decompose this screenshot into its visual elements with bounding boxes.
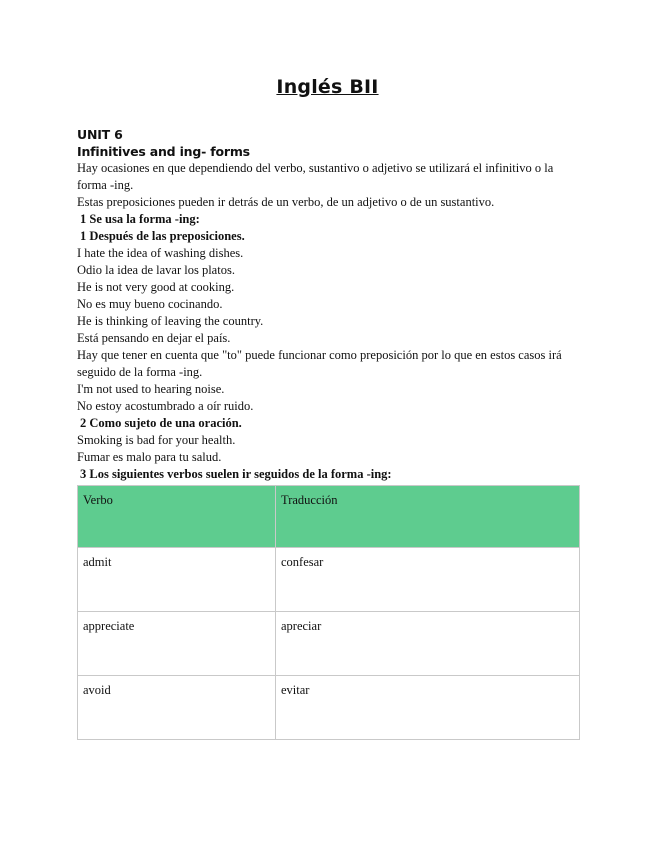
- example-line: I'm not used to hearing noise.: [77, 382, 225, 396]
- table-header-row: [78, 486, 580, 548]
- unit-heading: UNIT 6: [77, 127, 123, 142]
- section2-heading: 2 Como sujeto de una oración.: [80, 416, 242, 430]
- example-line: Está pensando en dejar el país.: [77, 331, 231, 345]
- rule-heading: 1 Se usa la forma -ing:: [80, 212, 200, 226]
- example-line: I hate the idea of washing dishes.: [77, 246, 244, 260]
- verb-cell: admit: [78, 548, 276, 612]
- intro-line: Hay ocasiones en que dependiendo del verbo, sustantivo o adjetivo se utilizará el infinitivo o la: [77, 161, 554, 175]
- note-line: Hay que tener en cuenta que "to" puede funcionar como preposición por lo que en estos casos irá: [77, 348, 562, 362]
- header-cell-traduccion: Traducción: [276, 486, 580, 548]
- header-cell-verbo: Verbo: [78, 486, 276, 548]
- document-body: [77, 126, 582, 483]
- example-line: Odio la idea de lavar los platos.: [77, 263, 235, 277]
- translation-cell: confesar: [276, 548, 580, 612]
- topic-heading: Infinitives and ing- forms: [77, 144, 250, 159]
- example-line: He is thinking of leaving the country.: [77, 314, 264, 328]
- table-row: [78, 548, 580, 612]
- note-line: seguido de la forma -ing.: [77, 365, 203, 379]
- intro-line: Estas preposiciones pueden ir detrás de un verbo, de un adjetivo o de un sustantivo.: [77, 195, 495, 209]
- section1-heading: 1 Después de las preposiciones.: [80, 229, 245, 243]
- example-line: No es muy bueno cocinando.: [77, 297, 223, 311]
- section3-heading: 3 Los siguientes verbos suelen ir seguidos de la forma -ing:: [80, 467, 392, 481]
- example-line: Smoking is bad for your health.: [77, 433, 236, 447]
- example-line: No estoy acostumbrado a oír ruido.: [77, 399, 254, 413]
- translation-cell: evitar: [276, 676, 580, 740]
- page-title: Inglés BII: [276, 76, 379, 98]
- example-line: He is not very good at cooking.: [77, 280, 235, 294]
- translation-cell: apreciar: [276, 612, 580, 676]
- verb-cell: avoid: [78, 676, 276, 740]
- verb-cell: appreciate: [78, 612, 276, 676]
- verbs-table: [77, 485, 580, 740]
- table-row: [78, 676, 580, 740]
- table-row: [78, 612, 580, 676]
- example-line: Fumar es malo para tu salud.: [77, 450, 222, 464]
- intro-line: forma -ing.: [77, 178, 134, 192]
